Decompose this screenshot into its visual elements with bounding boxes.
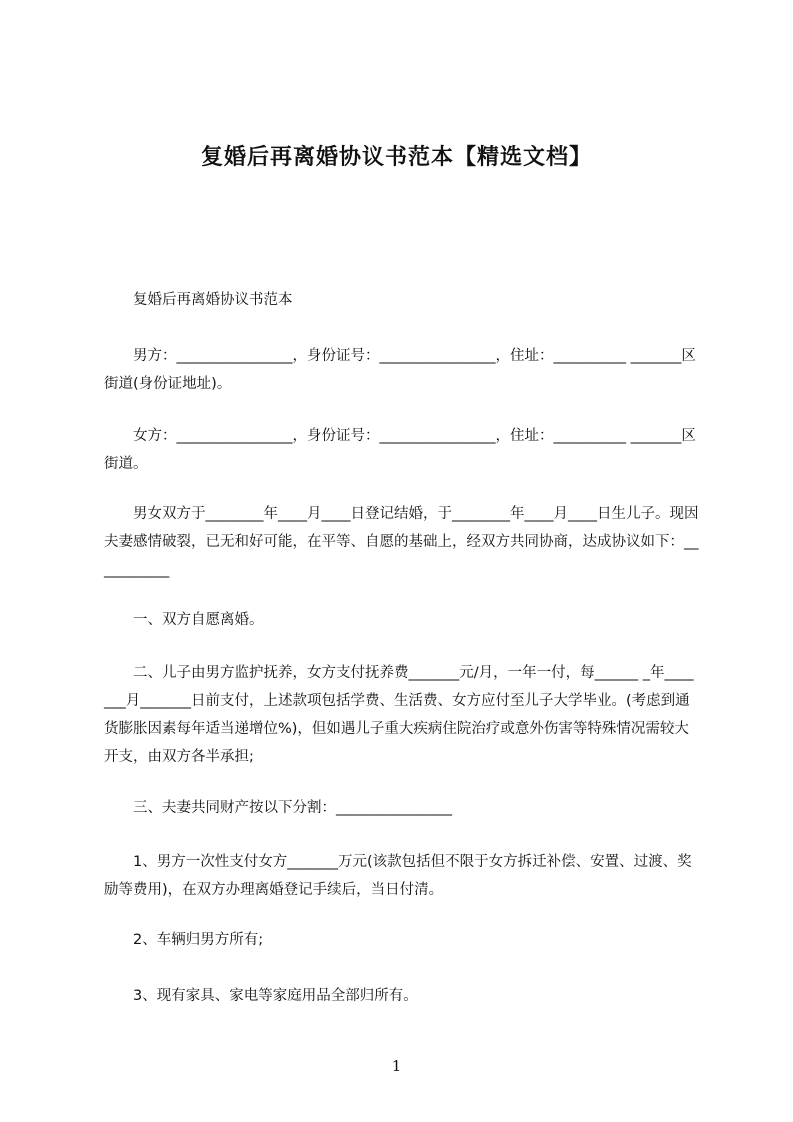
item-2-paragraph: 2、车辆归男方所有; xyxy=(104,932,264,948)
item-1-paragraph: 1、男方一次性支付女方_______万元(该款包括但不限于女方拆迁补偿、安置、过渡、奖励等费用)，在双方办理离婚登记手续后，当日付清。 xyxy=(104,854,692,898)
clause-2-paragraph: 二、儿子由男方监护抚养，女方支付抚养费_______元/月，一年一付，每______ _年_______月_______日前支付，上述款项包括学费、生活费、女方应付至儿子大学毕业。(考虑到通货膨胀因素每年适当递增位%)，但如遇儿子重大疾病住院治疗或意外伤害等特殊情况需较大开支，由双方各半承担; xyxy=(104,665,694,765)
item-3-paragraph: 3、现有家具、家电等家庭用品全部归所有。 xyxy=(104,988,418,1004)
clause-1-paragraph: 一、双方自愿离婚。 xyxy=(104,612,264,628)
female-party-paragraph: 女方：________________，身份证号：________________，住址：__________ _______区街道。 xyxy=(104,428,696,472)
page-number: 1 xyxy=(391,1057,402,1075)
document-title: 复婚后再离婚协议书范本【精选文档】 xyxy=(200,145,592,170)
subtitle-paragraph: 复婚后再离婚协议书范本 xyxy=(104,292,293,308)
marriage-background-paragraph: 男女双方于________年____月____日登记结婚，于________年____月____日生儿子。现因夫妻感情破裂，已无和好可能，在平等、自愿的基础上，经双方共同协商，达成协议如下：___________ xyxy=(104,506,699,578)
clause-3-paragraph: 三、夫妻共同财产按以下分割：________________ xyxy=(104,800,452,816)
male-party-paragraph: 男方：________________，身份证号：________________，住址：__________ _______区街道(身份证地址)。 xyxy=(104,348,696,392)
